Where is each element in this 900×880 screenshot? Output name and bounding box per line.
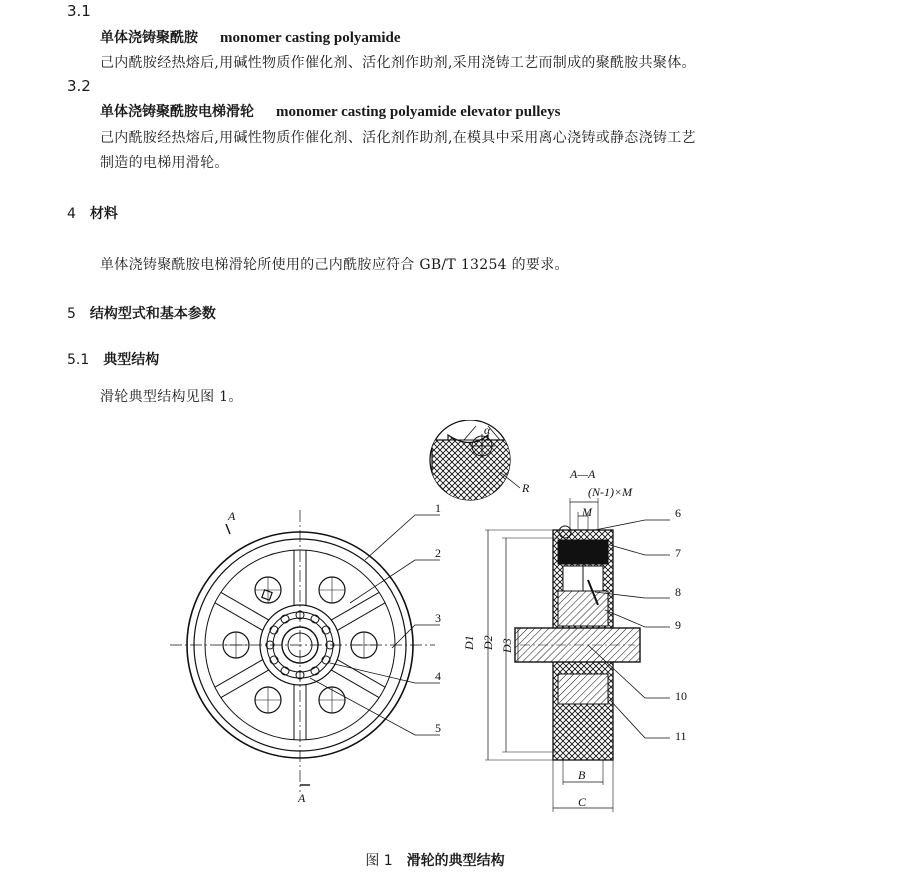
section-3-2-number: 3.2 xyxy=(67,77,91,95)
definition-3-1: 己内酰胺经热熔后,用碱性物质作催化剂、活化剂作助剂,采用浇铸工艺而制成的聚酰胺共聚体。 xyxy=(100,55,696,71)
pulley-structure-figure xyxy=(170,420,730,825)
groove-detail-view xyxy=(430,420,530,510)
section-4-number: 4 xyxy=(67,206,76,222)
detail-alpha-label: α xyxy=(484,423,491,437)
term-3-2-en: monomer casting polyamide elevator pulleys xyxy=(276,104,561,120)
section-5-1-heading xyxy=(67,349,159,369)
callout-1: 1 xyxy=(435,501,441,515)
dim-d2: D2 xyxy=(481,635,495,650)
section-5-1-title: 典型结构 xyxy=(103,352,160,368)
section-5-1-number: 5.1 xyxy=(67,352,90,368)
dim-d3: D3 xyxy=(500,638,514,653)
term-3-1-cn: 单体浇铸聚酰胺 xyxy=(100,30,198,46)
figure-caption-number: 图 1 xyxy=(365,853,393,869)
term-3-1-en: monomer casting polyamide xyxy=(220,30,401,46)
callout-4: 4 xyxy=(435,669,441,683)
figure-caption-text: 滑轮的典型结构 xyxy=(406,853,505,869)
definition-3-2-line1: 己内酰胺经热熔后,用碱性物质作催化剂、活化剂作助剂,在模具中采用离心浇铸或静态浇铸工艺 xyxy=(100,130,696,146)
callout-8: 8 xyxy=(675,585,681,599)
term-3-2-cn: 单体浇铸聚酰胺电梯滑轮 xyxy=(100,104,254,120)
section-4-text: 单体浇铸聚酰胺电梯滑轮所使用的己内酰胺应符合 GB/T 13254 的要求。 xyxy=(100,257,569,273)
dim-d1: D1 xyxy=(462,635,476,650)
section-5-title: 结构型式和基本参数 xyxy=(89,306,216,322)
callout-5: 5 xyxy=(435,721,441,735)
section-4-title: 材料 xyxy=(89,206,118,222)
dim-c: C xyxy=(578,795,587,809)
callout-7: 7 xyxy=(675,546,681,560)
figure-caption xyxy=(0,850,870,870)
section-view-title: A—A xyxy=(570,467,596,481)
callout-11: 11 xyxy=(675,729,687,743)
section-5-1-text: 滑轮典型结构见图 1。 xyxy=(100,389,243,405)
section-mark-top: A xyxy=(228,509,236,523)
detail-radius-label: R xyxy=(522,481,530,495)
callout-3: 3 xyxy=(435,611,441,625)
section-5-number: 5 xyxy=(67,306,76,322)
definition-3-2-line2: 制造的电梯用滑轮。 xyxy=(100,155,229,171)
term-3-1 xyxy=(100,27,401,47)
dim-pitch: (N-1)×M xyxy=(588,485,633,499)
section-view xyxy=(485,498,640,812)
callout-9: 9 xyxy=(675,618,681,632)
section-5-heading xyxy=(67,303,216,323)
section-3-1-number: 3.1 xyxy=(67,2,91,20)
term-3-2 xyxy=(100,101,560,121)
section-4-heading xyxy=(67,203,118,223)
callout-2: 2 xyxy=(435,546,441,560)
section-mark-bottom: A xyxy=(298,791,306,805)
callout-10: 10 xyxy=(675,689,687,703)
dim-b: B xyxy=(578,768,586,782)
front-leaders xyxy=(310,515,440,735)
callout-6: 6 xyxy=(675,506,681,520)
dim-m: M xyxy=(582,505,592,519)
front-view xyxy=(170,510,435,792)
